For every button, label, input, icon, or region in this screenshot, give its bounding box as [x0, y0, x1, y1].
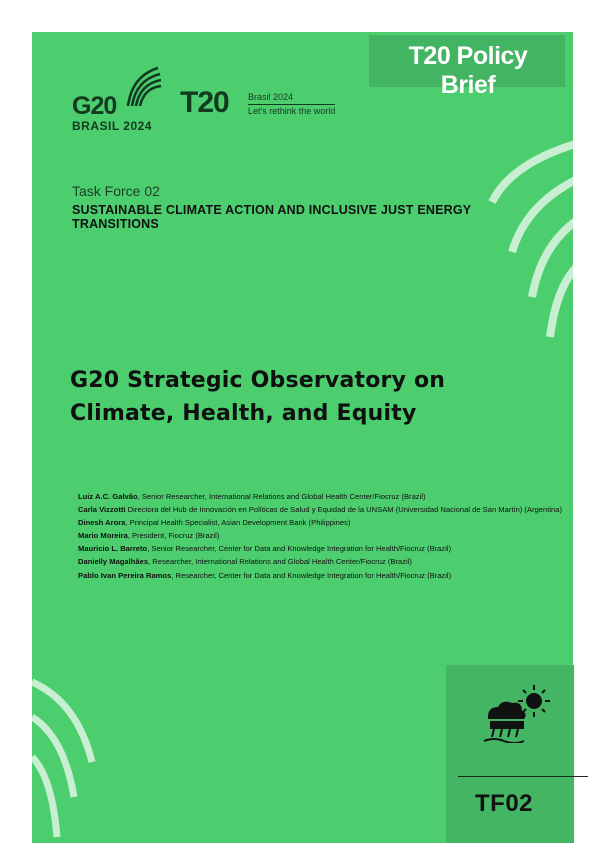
author-line — [78, 529, 548, 542]
document-title: G20 Strategic Observatory on Climate, Health, and Equity — [70, 368, 446, 426]
author-line — [78, 542, 548, 555]
author-name: Danielly Magalhães — [78, 557, 149, 567]
policy-brief-label: T20 Policy Brief — [408, 42, 528, 99]
author-name: Mauricio L. Barreto — [78, 544, 148, 554]
author-name: Carla Vizzotti — [78, 505, 126, 515]
author-role: Directora del Hub de Innovación en Políticas de Salud y Equidad de la UNSAM (Universidad Nacional de San Martín) (Argentina) — [125, 505, 562, 515]
author-line — [78, 569, 548, 582]
t20-logo-text: T20 — [180, 86, 229, 119]
climate-health-icon — [482, 683, 558, 743]
author-line — [78, 555, 548, 568]
g20-logo-text: G20 — [72, 92, 117, 120]
author-role: , President, Fiocruz (Brazil) — [127, 531, 220, 541]
t20-logo-brasil: Brasil 2024 — [248, 92, 294, 102]
author-name: Mario Moreira — [78, 531, 128, 541]
author-role: , Researcher, International Relations and Global Health Center/Fiocruz (Brazil) — [148, 557, 412, 567]
author-role: , Principal Health Specialist, Asian Development Bank (Philippines) — [125, 518, 351, 528]
task-force-label: Task Force 02 — [72, 183, 160, 199]
task-force-code: TF02 — [475, 790, 534, 817]
g20-logo-swirl-icon — [118, 66, 162, 110]
author-name: Pablo Ivan Pereira Ramos — [78, 570, 172, 580]
badge-divider — [458, 776, 588, 777]
g20-logo-subtitle: BRASIL 2024 — [72, 119, 152, 133]
task-force-title: SUSTAINABLE CLIMATE ACTION AND INCLUSIVE JUST ENERGY TRANSITIONS — [72, 203, 472, 231]
t20-logo-tagline: Let's rethink the world — [248, 106, 336, 116]
author-line — [78, 490, 548, 503]
decorative-arcs-top-right — [452, 132, 573, 352]
author-line — [78, 516, 548, 529]
author-line — [78, 503, 562, 516]
author-role: , Researcher, Center for Data and Knowledge Integration for Health/Fiocruz (Brazil) — [171, 570, 452, 580]
decorative-arcs-bottom-left — [32, 662, 122, 842]
author-role: , Senior Researcher, Center for Data and Knowledge Integration for Health/Fiocruz (Brazil) — [147, 544, 452, 554]
author-role: , Senior Researcher, International Relations and Global Health Center/Fiocruz (Brazil) — [137, 492, 426, 501]
author-list — [78, 490, 562, 582]
author-name: Luiz A.C. Galvão — [78, 492, 138, 501]
author-name: Dinesh Arora — [78, 518, 126, 528]
